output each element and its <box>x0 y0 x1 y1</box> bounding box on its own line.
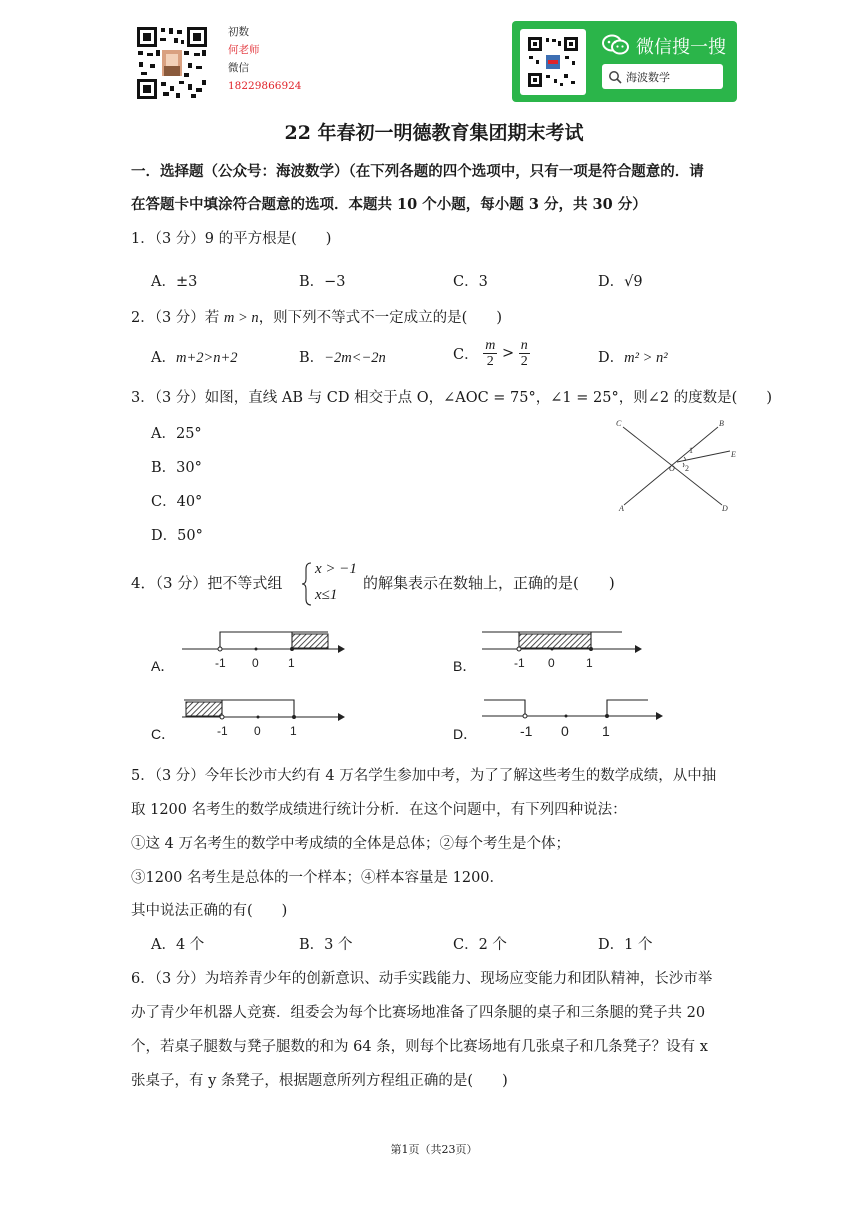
q4-stem-pre: 4．（3 分）把不等式组 <box>131 574 283 592</box>
q3-option-a: A．25° <box>151 426 202 442</box>
contact-line-3: 微信 <box>228 62 249 74</box>
q1-option-b: B．−3 <box>299 274 346 290</box>
q2-option-b-math: −2m<−2n <box>324 350 386 366</box>
tick-1: 1 <box>288 656 295 669</box>
q5-line5: 其中说法正确的有( ) <box>131 903 288 919</box>
q4-stem-post: 的解集表示在数轴上，正确的是( ) <box>363 574 615 592</box>
q4-option-b-label: B． <box>453 658 477 674</box>
tick-1: 1 <box>602 723 610 739</box>
system-brace <box>301 562 313 606</box>
q6-line3: 个，若桌子腿数与凳子腿数的和为 64 条，则每个比赛场地有几张桌子和几条凳子？设有 x <box>131 1039 708 1055</box>
q1-option-a: A．±3 <box>151 274 198 290</box>
q3-stem: 3．（3 分）如图，直线 AB 与 CD 相交于点 O，∠AOC = 75°，∠1 = 25°，则∠2 的度数是( ) <box>131 390 772 406</box>
q4-option-d-label: D． <box>453 726 478 742</box>
q5-option-b: B．3 个 <box>299 937 353 953</box>
q3-option-b: B．30° <box>151 460 202 476</box>
q1-stem: 1．（3 分）9 的平方根是( ) <box>131 231 332 247</box>
magnifier-icon <box>608 69 622 88</box>
q5-option-d: D．1 个 <box>598 937 653 953</box>
tick-0: 0 <box>254 724 261 737</box>
tick-0: 0 <box>548 656 555 669</box>
q3-geometry-figure <box>610 415 750 515</box>
q4-option-a-label: A． <box>151 658 175 674</box>
wechat-search-label: 微信搜一搜 <box>636 37 726 58</box>
label-d: D <box>722 504 728 513</box>
section1-line2: 在答题卡中填涂符合题意的选项．本题共 10 个小题，每小题 3 分，共 30 分） <box>131 196 647 213</box>
q2-option-d-label: D． <box>598 350 625 366</box>
q6-line2: 办了青少年机器人竞赛．组委会为每个比赛场地准备了四条腿的桌子和三条腿的凳子共 20 <box>131 1005 706 1021</box>
q2-option-c-label: C． <box>453 347 479 363</box>
q4-number-line-a[interactable] <box>180 624 345 669</box>
wechat-search-box[interactable] <box>602 64 723 89</box>
contact-phone: 18229866924 <box>228 80 302 92</box>
frac2-num: n <box>520 338 528 353</box>
q5-option-c: C．2 个 <box>453 937 507 953</box>
label-o: O <box>669 464 675 473</box>
label-2: 2 <box>685 464 689 473</box>
q2-option-c <box>453 338 530 369</box>
wechat-search-icon <box>602 34 630 56</box>
q6-line1: 6．（3 分）为培养青少年的创新意识、动手实践能力、现场应变能力和团队精神，长沙市举 <box>131 971 713 987</box>
q2-option-a <box>151 346 238 367</box>
q2-option-b <box>299 346 386 367</box>
q4-option-c-label: C． <box>151 726 176 742</box>
label-b: B <box>719 419 724 428</box>
wechat-search-banner <box>512 21 737 102</box>
q3-option-d: D．50° <box>151 528 203 544</box>
contact-line-2: 何老师 <box>228 44 260 56</box>
q2-option-a-math: m+2>n+2 <box>175 350 238 366</box>
q4-number-line-d[interactable] <box>480 692 665 740</box>
tick-neg1: -1 <box>217 724 228 737</box>
tick-1: 1 <box>586 656 593 669</box>
contact-line-1: 初数 <box>228 26 249 38</box>
label-1: 1 <box>689 446 693 455</box>
frac1-den: 2 <box>486 354 494 369</box>
q2-stem-math: m > n <box>223 310 259 326</box>
q5-line1: 5．（3 分）今年长沙市大约有 4 万名学生参加中考，为了了解这些考生的数学成绩，从中抽 <box>131 768 717 784</box>
q2-stem <box>131 306 502 327</box>
q5-line3: ①这 4 万名考生的数学中考成绩的全体是总体；②每个考生是个体； <box>131 836 570 852</box>
tick-neg1: -1 <box>520 723 533 739</box>
q2-option-a-label: A． <box>151 350 176 366</box>
q6-line4: 张桌子，有 y 条凳子，根据题意所列方程组正确的是( ) <box>131 1073 508 1089</box>
q5-line2: 取 1200 名考生的数学成绩进行统计分析．在这个问题中，有下列四种说法： <box>131 802 627 818</box>
q4-system-line1: x > −1 <box>315 561 357 577</box>
q1-option-d: D．√9 <box>598 274 643 290</box>
q4-number-line-c[interactable] <box>180 692 345 737</box>
tick-neg1: -1 <box>514 656 525 669</box>
tick-0: 0 <box>561 723 569 739</box>
q4-number-line-b[interactable] <box>480 624 642 669</box>
q2-option-c-frac2 <box>519 338 530 369</box>
tick-neg1: -1 <box>215 656 226 669</box>
angle-arc-2 <box>683 463 684 467</box>
tick-1: 1 <box>290 724 297 737</box>
qr-code-left <box>136 26 208 100</box>
q2-option-c-frac1 <box>483 338 497 369</box>
frac2-den: 2 <box>520 354 528 369</box>
page-footer: 第1页（共23页） <box>390 1143 478 1156</box>
qr-code-right <box>520 29 586 95</box>
tick-0: 0 <box>252 656 259 669</box>
q4-system-line2: x≤1 <box>315 587 338 603</box>
wechat-search-query: 海波数学 <box>626 71 670 84</box>
q2-stem-post: ，则下列不等式不一定成立的是( ) <box>258 310 502 326</box>
q2-stem-pre: 2．（3 分）若 <box>131 310 224 326</box>
q2-option-c-gt: > <box>501 345 515 362</box>
label-e: E <box>731 450 736 459</box>
q2-option-b-label: B． <box>299 350 325 366</box>
q5-option-a: A．4 个 <box>151 937 205 953</box>
q2-option-d <box>598 346 668 367</box>
q2-option-d-math: m² > n² <box>624 350 668 366</box>
q5-line4: ③1200 名考生是总体的一个样本；④样本容量是 1200． <box>131 870 505 886</box>
label-c: C <box>616 419 622 428</box>
frac1-num: m <box>485 338 496 353</box>
q1-option-c: C．3 <box>453 274 488 290</box>
page-title: 22 年春初一明德教育集团期末考试 <box>284 122 584 144</box>
contact-block <box>228 23 302 95</box>
section1-line1: 一．选择题（公众号：海波数学）（在下列各题的四个选项中，只有一项是符合题意的．请 <box>131 163 704 180</box>
q3-option-c: C．40° <box>151 494 203 510</box>
label-a: A <box>619 504 624 513</box>
